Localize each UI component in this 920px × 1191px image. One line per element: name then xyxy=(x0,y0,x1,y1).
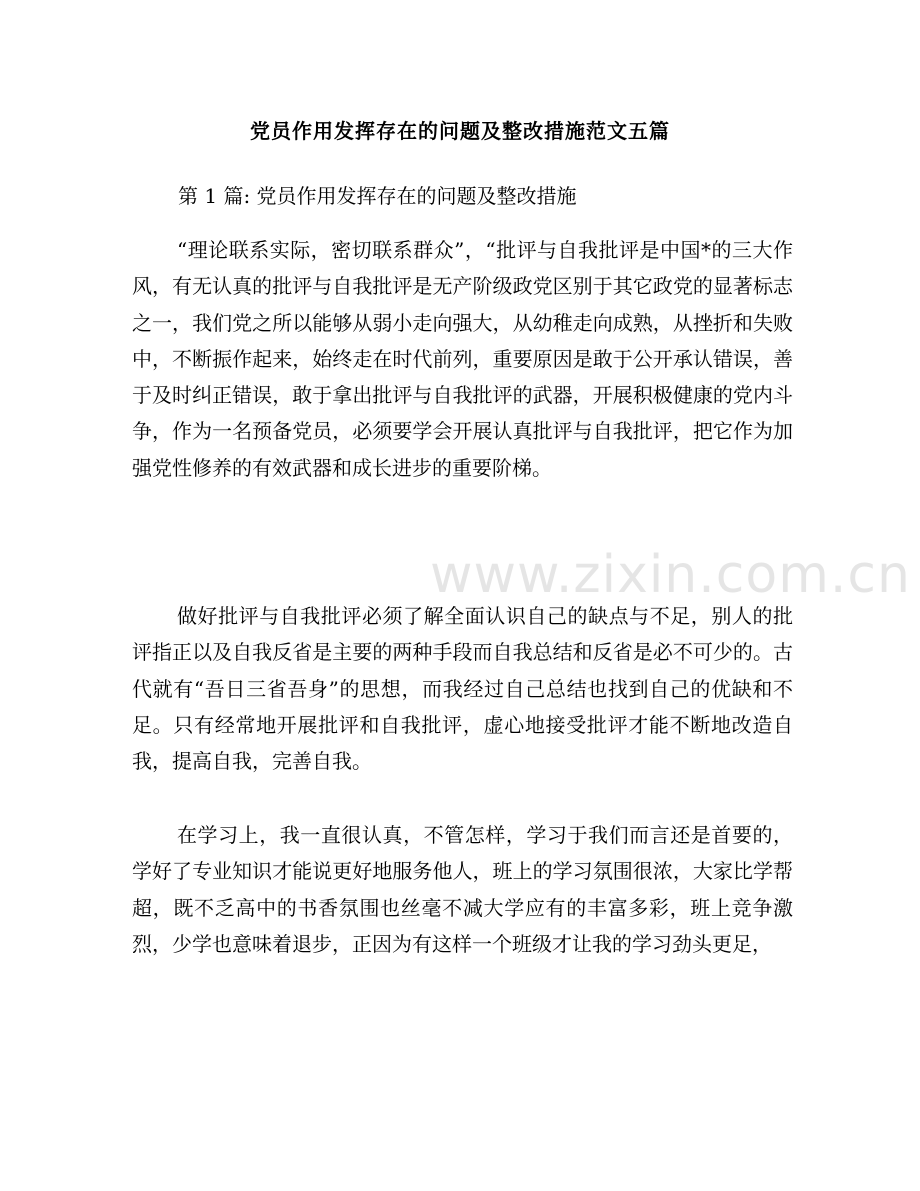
paragraph-2: 做好批评与自我批评必须了解全面认识自己的缺点与不足，别人的批评指正以及自我反省是主要的两种手段而自我总结和反省是必不可少的。古代就有“吾日三省吾身”的思想，而我经过自己总结也找到自己的优缺和不足。只有经常地开展批评和自我批评，虚心地接受批评才能不断地改造自我，提高自我，完善自我。 xyxy=(132,604,793,774)
document-title: 党员作用发挥存在的问题及整改措施范文五篇 xyxy=(250,119,670,143)
paragraph-3: 在学习上，我一直很认真，不管怎样，学习于我们而言还是首要的，学好了专业知识才能说更好地服务他人，班上的学习氛围很浓，大家比学帮超，既不乏高中的书香氛围也丝毫不减大学应有的丰富多彩，班上竞争激烈，少学也意味着退步，正因为有这样一个班级才让我的学习劲头更足， xyxy=(132,823,793,956)
paragraph-1: “理论联系实际，密切联系群众”，“批评与自我批评是中国*的三大作风，有无认真的批评与自我批评是无产阶级政党区别于其它政党的显著标志之一，我们党之所以能够从弱小走向强大，从幼稚走向成熟，从挫折和失败中，不断振作起来，始终走在时代前列，重要原因是敢于公开承认错误，善于及时纠正错误，敢于拿出批评与自我批评的武器，开展积极健康的党内斗争，作为一名预备党员，必须要学会开展认真批评与自我批评，把它作为加强党性修养的有效武器和成长进步的重要阶梯。 xyxy=(132,238,793,480)
section-heading: 第 1 篇: 党员作用发挥存在的问题及整改措施 xyxy=(178,184,577,208)
watermark-text: www.zixin.com.cn xyxy=(430,545,911,605)
